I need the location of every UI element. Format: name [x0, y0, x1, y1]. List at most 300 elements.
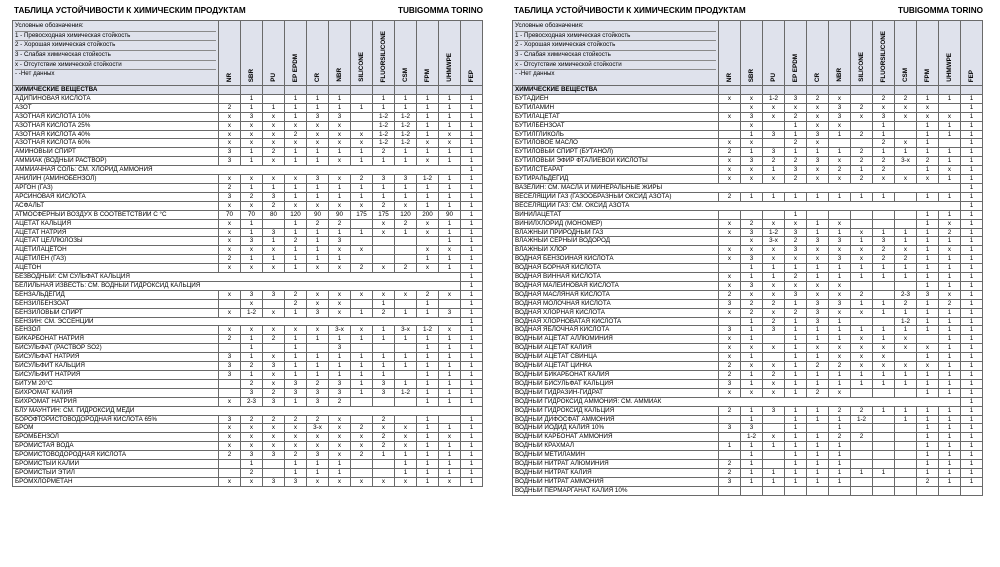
row-value: x	[719, 219, 741, 228]
table-row	[513, 353, 983, 362]
row-name: БЕНЗИЛОВЫЙ СПИРТ	[13, 308, 219, 317]
row-value: 1	[461, 192, 483, 201]
section-cell	[895, 86, 917, 95]
row-value: x	[263, 246, 285, 255]
row-name: АРСИНОВАЯ КИСЛОТА	[13, 192, 219, 201]
row-value: x	[351, 201, 373, 210]
row-value: 1	[939, 175, 961, 184]
row-value	[851, 281, 873, 290]
row-value: 1	[939, 379, 961, 388]
row-value: 1	[917, 237, 939, 246]
section-title: ХИМИЧЕСКИЕ ВЕЩЕСТВА	[513, 86, 719, 95]
row-value: 1	[939, 353, 961, 362]
row-value: 1	[741, 468, 763, 477]
row-value: x	[285, 201, 307, 210]
row-value: x	[241, 424, 263, 433]
table-row	[13, 442, 483, 451]
row-value: 3	[263, 192, 285, 201]
row-value: 1	[373, 299, 395, 308]
row-value: 1-2	[395, 388, 417, 397]
row-value: 1	[241, 371, 263, 380]
row-value: x	[895, 335, 917, 344]
table-row	[513, 397, 983, 406]
row-value	[351, 94, 373, 103]
row-value: 1	[917, 371, 939, 380]
row-name: БУТИЛОВЫЙ СПИРТ (БУТАНОЛ)	[513, 148, 719, 157]
row-value: 3	[307, 308, 329, 317]
column-header	[219, 21, 241, 86]
row-value	[895, 219, 917, 228]
row-value: 1	[895, 228, 917, 237]
row-value: x	[741, 121, 763, 130]
row-name: ВОДНЫЙ ЙОДИД КАЛИЯ 10%	[513, 424, 719, 433]
row-value: 2	[785, 308, 807, 317]
row-value: 120	[395, 210, 417, 219]
row-value	[829, 486, 851, 495]
column-label: PU	[769, 73, 777, 82]
row-value: 1	[939, 344, 961, 353]
table-row	[513, 103, 983, 112]
row-value: 3	[263, 228, 285, 237]
row-value: x	[329, 130, 351, 139]
row-value: 1	[241, 460, 263, 469]
row-name: ВОДНАЯ МОЛОЧНАЯ КИСЛОТА	[513, 299, 719, 308]
row-value: 1	[917, 219, 939, 228]
row-value: 1	[961, 130, 983, 139]
row-value	[719, 237, 741, 246]
row-value: 1	[829, 273, 851, 282]
row-value: 1	[873, 326, 895, 335]
row-value: 1	[439, 94, 461, 103]
row-value: 1	[285, 397, 307, 406]
brand-name: TUBIGOMMA TORINO	[897, 6, 983, 15]
row-value: 3	[741, 281, 763, 290]
row-value: x	[439, 139, 461, 148]
row-value: 1	[241, 94, 263, 103]
row-value: 1	[461, 460, 483, 469]
row-value: 1	[785, 433, 807, 442]
row-value	[719, 103, 741, 112]
row-value	[873, 424, 895, 433]
row-value: 3	[329, 112, 351, 121]
row-value	[807, 424, 829, 433]
page-title: ТАБЛИЦА УСТОЙЧИВОСТИ К ХИМИЧЕСКИМ ПРОДУКТАМ	[514, 6, 746, 15]
row-value	[395, 255, 417, 264]
row-value: x	[219, 308, 241, 317]
row-value	[351, 255, 373, 264]
row-value: x	[263, 139, 285, 148]
row-value: 1	[351, 103, 373, 112]
row-value	[873, 317, 895, 326]
row-value: 1	[829, 326, 851, 335]
row-value: 1	[763, 273, 785, 282]
table-row	[513, 317, 983, 326]
row-value	[785, 486, 807, 495]
row-value: 1	[895, 148, 917, 157]
row-value: x	[763, 246, 785, 255]
row-value: x	[329, 308, 351, 317]
table-row	[513, 157, 983, 166]
row-value: 2	[763, 299, 785, 308]
row-value: 3	[241, 451, 263, 460]
row-value: 1	[417, 468, 439, 477]
row-value: x	[719, 273, 741, 282]
row-value	[807, 486, 829, 495]
row-value: 1	[417, 415, 439, 424]
row-value: 1	[395, 353, 417, 362]
table-row	[513, 273, 983, 282]
row-value: x	[263, 353, 285, 362]
row-value: 3	[219, 371, 241, 380]
row-value	[219, 468, 241, 477]
row-value	[895, 468, 917, 477]
row-value: 3	[219, 362, 241, 371]
row-value: 1	[961, 273, 983, 282]
row-value: 1	[873, 406, 895, 415]
row-name: ВИНИЛАЦЕТАТ	[513, 210, 719, 219]
row-value: 1	[461, 433, 483, 442]
column-header	[829, 21, 851, 86]
row-value: x	[417, 264, 439, 273]
row-value: 3	[307, 388, 329, 397]
section-cell	[307, 86, 329, 95]
row-value: 1	[307, 192, 329, 201]
row-value: 2	[263, 148, 285, 157]
row-value: 2	[785, 273, 807, 282]
legend-box	[13, 21, 219, 86]
row-value: 1	[807, 379, 829, 388]
row-name: БИКАРБОНАТ НАТРИЯ	[13, 335, 219, 344]
row-value: 1	[307, 157, 329, 166]
row-name: ВОДНАЯ ХЛОРНОВАТАЯ КИСЛОТА	[513, 317, 719, 326]
table-row	[513, 379, 983, 388]
row-value: 1	[917, 148, 939, 157]
row-value: x	[219, 264, 241, 273]
table-row	[513, 183, 983, 192]
row-value: 2	[939, 299, 961, 308]
row-value: 1	[917, 326, 939, 335]
table-row	[13, 139, 483, 148]
row-value: x	[241, 442, 263, 451]
row-value: 1	[285, 353, 307, 362]
row-value: 1	[461, 201, 483, 210]
row-value: 3	[807, 130, 829, 139]
row-value: 1	[307, 362, 329, 371]
row-value: x	[263, 308, 285, 317]
row-value: 1	[961, 210, 983, 219]
row-value: x	[395, 433, 417, 442]
row-value	[873, 388, 895, 397]
row-value: 1	[807, 335, 829, 344]
row-value: x	[241, 246, 263, 255]
row-value: x	[219, 112, 241, 121]
row-value: x	[241, 299, 263, 308]
row-value: 3	[307, 397, 329, 406]
row-value: 3	[373, 388, 395, 397]
row-name: БИХРОМАТ НАТРИЯ	[13, 397, 219, 406]
row-value	[873, 442, 895, 451]
row-value: 1	[829, 460, 851, 469]
row-value: 1	[851, 166, 873, 175]
row-value: 1	[741, 371, 763, 380]
column-label: NR	[725, 72, 733, 82]
row-value: 3	[741, 157, 763, 166]
table-row	[513, 406, 983, 415]
row-value: 1	[851, 299, 873, 308]
row-value: x	[917, 103, 939, 112]
row-value: 1	[741, 477, 763, 486]
row-value: 2	[851, 103, 873, 112]
row-value: x	[741, 103, 763, 112]
row-value: x	[895, 344, 917, 353]
row-value: x	[329, 139, 351, 148]
row-value: x	[829, 281, 851, 290]
row-name: БРОМХЛОРМЕТАН	[13, 477, 219, 486]
row-value: x	[807, 290, 829, 299]
table-row	[513, 477, 983, 486]
row-value: 1	[829, 379, 851, 388]
row-value: 1-2	[417, 326, 439, 335]
table-row	[513, 219, 983, 228]
row-value	[917, 335, 939, 344]
row-value: 1	[961, 451, 983, 460]
table-row	[13, 424, 483, 433]
table-row	[13, 335, 483, 344]
row-value	[395, 299, 417, 308]
row-value: 1	[939, 362, 961, 371]
row-name: ВОДНАЯ ВИННАЯ КИСЛОТА	[513, 273, 719, 282]
row-value: 1	[329, 371, 351, 380]
table-row	[13, 166, 483, 175]
row-value	[351, 468, 373, 477]
row-name: ВОДНЫЙ АЦЕТАТ ЦИНКА	[513, 362, 719, 371]
row-value: 1	[241, 183, 263, 192]
row-value: 1	[395, 148, 417, 157]
row-name: ВЛАЖНЫЙ СЕРНЫЙ ВОДОРОД	[513, 237, 719, 246]
row-value: 1	[417, 442, 439, 451]
row-value: 1	[285, 371, 307, 380]
row-value: 1	[785, 335, 807, 344]
row-value: 1	[939, 406, 961, 415]
row-value: 1	[807, 192, 829, 201]
row-value: 3	[241, 290, 263, 299]
row-name: БОРОФТОРИСТОВОДОРОДНАЯ КИСЛОТА 65%	[13, 415, 219, 424]
row-value: 1	[873, 148, 895, 157]
table-row	[513, 210, 983, 219]
row-value: x	[329, 451, 351, 460]
row-value: x	[917, 362, 939, 371]
row-value: 1	[961, 326, 983, 335]
row-value: 1	[895, 237, 917, 246]
row-value: 1	[961, 166, 983, 175]
row-value: x	[373, 290, 395, 299]
row-value: 1	[851, 264, 873, 273]
section-row	[13, 86, 483, 95]
row-value: 1	[829, 192, 851, 201]
row-value	[395, 397, 417, 406]
row-name: ВОДНЫЙ ГИДРАЗИН-ГИДРАТ	[513, 388, 719, 397]
row-value: x	[329, 415, 351, 424]
row-value	[873, 290, 895, 299]
row-value: x	[873, 362, 895, 371]
row-value	[895, 477, 917, 486]
row-value: 2	[219, 183, 241, 192]
row-value: 2	[939, 228, 961, 237]
row-name: ВОДНАЯ БОРНАЯ КИСЛОТА	[513, 264, 719, 273]
row-value: 1	[417, 477, 439, 486]
row-value: 3-x	[895, 157, 917, 166]
row-value: 3	[307, 112, 329, 121]
row-value: 1	[807, 148, 829, 157]
row-value: 1	[351, 228, 373, 237]
row-value: 1	[461, 219, 483, 228]
row-value: 1	[895, 308, 917, 317]
row-value: x	[351, 477, 373, 486]
table-row	[13, 94, 483, 103]
row-value: x	[329, 201, 351, 210]
row-value: 2	[851, 157, 873, 166]
row-value: 1	[807, 468, 829, 477]
row-value: 3-x	[329, 326, 351, 335]
row-value: x	[373, 264, 395, 273]
row-value: x	[807, 246, 829, 255]
row-value: x	[785, 281, 807, 290]
left-page	[12, 0, 487, 567]
row-value: x	[417, 139, 439, 148]
row-value: 1	[807, 273, 829, 282]
row-value: x	[829, 290, 851, 299]
row-value: 1	[351, 157, 373, 166]
table-row	[13, 175, 483, 184]
row-value: 1	[307, 460, 329, 469]
row-value: 1	[351, 353, 373, 362]
table-row	[13, 308, 483, 317]
row-value: 1	[417, 371, 439, 380]
row-value: 1	[785, 406, 807, 415]
row-value: 1	[917, 192, 939, 201]
row-value: x	[439, 246, 461, 255]
row-value: 2	[873, 246, 895, 255]
table-row	[513, 139, 983, 148]
row-value	[895, 460, 917, 469]
row-value: x	[807, 255, 829, 264]
row-name: АЦЕТИЛАЦЕТОН	[13, 246, 219, 255]
column-header	[939, 21, 961, 86]
row-value: 1	[961, 397, 983, 406]
row-value: 1	[785, 424, 807, 433]
row-value	[763, 424, 785, 433]
row-value: 3	[807, 237, 829, 246]
row-value	[851, 219, 873, 228]
row-value: 1	[939, 326, 961, 335]
row-value	[373, 344, 395, 353]
row-value: x	[219, 201, 241, 210]
row-value: 1	[307, 183, 329, 192]
row-value	[351, 121, 373, 130]
row-value: 1	[439, 335, 461, 344]
row-value: 2	[219, 255, 241, 264]
column-label: FEP	[467, 69, 475, 82]
row-name: АТМОСФЕРНЫЙ ВОЗДУХ В СООТВЕТСТВИИ С °C	[13, 210, 219, 219]
row-value: x	[895, 362, 917, 371]
row-value: 1	[939, 451, 961, 460]
row-value: 1	[417, 379, 439, 388]
row-value: 1	[917, 424, 939, 433]
row-value: 1	[763, 442, 785, 451]
table-row	[13, 299, 483, 308]
row-value: x	[851, 344, 873, 353]
row-value: 1	[329, 335, 351, 344]
row-value: 2	[373, 148, 395, 157]
row-value: 1	[461, 371, 483, 380]
row-value: 1	[439, 388, 461, 397]
row-value: 1	[807, 219, 829, 228]
row-name: БЕЗВОДНЫЙ: СМ СУЛЬФАТ КАЛЬЦИЯ	[13, 273, 461, 282]
row-value: 3-x	[395, 326, 417, 335]
row-value: 1	[961, 246, 983, 255]
row-value: 1	[741, 406, 763, 415]
section-title: ХИМИЧЕСКИЕ ВЕЩЕСТВА	[13, 86, 219, 95]
row-value: 1	[961, 264, 983, 273]
row-value: 1	[829, 317, 851, 326]
row-name: ВОДНЫЙ КАРБОНАТ АММОНИЯ	[513, 433, 719, 442]
row-value: 1	[939, 477, 961, 486]
row-value: 1	[307, 255, 329, 264]
row-value: 1	[439, 219, 461, 228]
row-value: x	[939, 246, 961, 255]
row-value: 3	[741, 424, 763, 433]
column-header	[961, 21, 983, 86]
row-value: 1	[807, 433, 829, 442]
table-row	[13, 228, 483, 237]
row-value: 90	[307, 210, 329, 219]
legend-line: 2 - Хорошая химическая стойкость	[515, 41, 716, 51]
row-value: x	[719, 166, 741, 175]
row-value: 3	[741, 228, 763, 237]
row-value	[263, 94, 285, 103]
row-value: 1	[263, 237, 285, 246]
row-value	[351, 299, 373, 308]
row-value: 70	[241, 210, 263, 219]
table-row	[513, 228, 983, 237]
row-value: x	[719, 335, 741, 344]
row-name: БИСУЛЬФИТ НАТРИЯ	[13, 371, 219, 380]
row-value: 3	[785, 290, 807, 299]
column-label: NR	[225, 72, 233, 82]
row-value: x	[329, 264, 351, 273]
row-value: x	[307, 130, 329, 139]
row-value: 2	[851, 130, 873, 139]
row-value: 1	[417, 388, 439, 397]
row-name: АСФАЛЬТ	[13, 201, 219, 210]
row-value: x	[351, 433, 373, 442]
row-value: x	[307, 326, 329, 335]
row-value: 2	[719, 362, 741, 371]
row-value	[351, 237, 373, 246]
row-value: 2	[851, 148, 873, 157]
row-value: 1	[373, 183, 395, 192]
table-row	[13, 317, 483, 326]
row-value: 3	[807, 317, 829, 326]
row-value: 1	[807, 326, 829, 335]
section-cell	[939, 86, 961, 95]
row-value: 3	[829, 103, 851, 112]
row-value: x	[829, 246, 851, 255]
row-value: 1	[961, 344, 983, 353]
row-value: 2	[219, 451, 241, 460]
row-value: x	[263, 157, 285, 166]
row-value: 1	[939, 148, 961, 157]
